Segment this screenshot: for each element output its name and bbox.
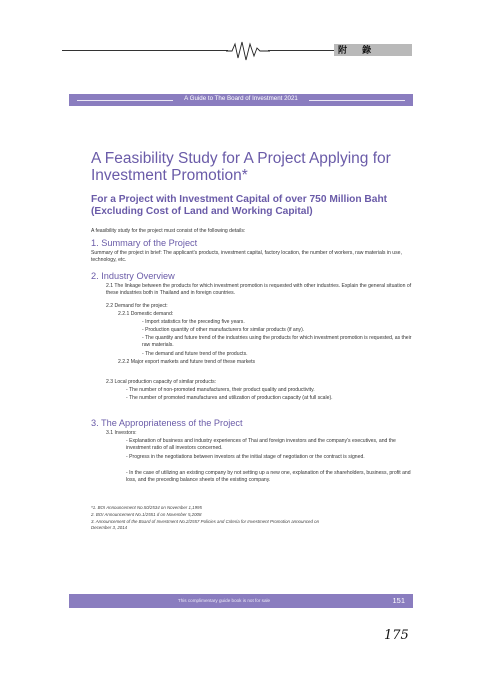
bullet-2-2-1-a: - Import statistics for the preceding five years. bbox=[142, 319, 245, 325]
section1-body: Summary of the project in brief: The applicant's products, investment capital, factory location, the number of workers, raw materials in use, technology, etc. bbox=[91, 250, 402, 264]
item-2-1: 2.1 The linkage between the products for which investment promotion is requested with other industries. Explain the general situation of these industries both in Thailand and in foreign countries. bbox=[106, 283, 412, 297]
page-number: 175 bbox=[384, 628, 409, 643]
appendix-label: 附 錄 bbox=[338, 46, 378, 56]
section2-heading: 2. Industry Overview bbox=[91, 271, 175, 281]
header-title: A Guide to The Board of Investment 2021 bbox=[180, 95, 302, 102]
bullet-3-1-c: - In the case of utilizing an existing company by not setting up a new one, explanation of the shareholders, business, profit and loss, and the preceding balance sheets of the existing company. bbox=[126, 470, 411, 484]
item-3-1: 3.1 Investors: bbox=[106, 430, 137, 436]
bullet-2-2-1-b: - Production quantity of other manufacturers for similar products (if any). bbox=[142, 327, 305, 333]
top-rule-left bbox=[62, 50, 228, 51]
footnote-2: 2. BOI Announcement No.1/2551 d on November 5,2008 bbox=[91, 512, 202, 517]
section1-heading: 1. Summary of the Project bbox=[91, 238, 198, 248]
item-2-3: 2.3 Local production capacity of similar products: bbox=[106, 379, 217, 385]
footnote-1: *1. BOI Announcement No.50/2534 on November 1,1995 bbox=[91, 505, 202, 510]
header-band bbox=[69, 94, 413, 106]
page-title: A Feasibility Study for A Project Applying for Investment Promotion* bbox=[91, 150, 391, 184]
page-subtitle: For a Project with Investment Capital of over 750 Million Baht (Excluding Cost of Land and Working Capital) bbox=[91, 194, 388, 217]
intro-text: A feasibility study for the project must consist of the following details: bbox=[91, 228, 246, 234]
footer-band bbox=[69, 594, 413, 608]
footer-page-number: 151 bbox=[392, 596, 405, 605]
section3-heading: 3. The Appropriateness of the Project bbox=[91, 418, 243, 428]
bullet-2-2-1-c: - The quantity and future trend of the industries using the products for which investment promotion is requested, as their raw materials. bbox=[142, 335, 412, 349]
bullet-2-3-a: - The number of non-promoted manufacturers, their product quality and productivity. bbox=[126, 387, 315, 393]
bullet-3-1-b: - Progress in the negotiations between investors at the initial stage of negotiation or the contract is signed. bbox=[126, 454, 365, 460]
footer-note: This complimentary guide book is not for sale bbox=[177, 598, 271, 603]
item-2-2: 2.2 Demand for the project: bbox=[106, 303, 168, 309]
top-rule-right bbox=[268, 50, 334, 51]
item-2-2-1: 2.2.1 Domestic demand: bbox=[118, 311, 174, 317]
bullet-2-2-1-d: - The demand and future trend of the products. bbox=[142, 351, 248, 357]
zigzag-line-icon bbox=[226, 40, 270, 62]
footnote-3: 3. Announcement of the Board of Investment No.2/2557 Policies and Criteria for Investment Promotion announced on December 3, 2014 bbox=[91, 519, 320, 530]
bullet-2-3-b: - The number of promoted manufactures and utilization of production capacity (at full scale). bbox=[126, 395, 333, 401]
bullet-3-1-a: - Explanation of business and industry experiences of Thai and foreign investors and the company's executives, and the investment ratio of all investors concerned. bbox=[126, 438, 396, 452]
item-2-2-2: 2.2.2 Major export markets and future trend of these markets bbox=[118, 359, 256, 365]
